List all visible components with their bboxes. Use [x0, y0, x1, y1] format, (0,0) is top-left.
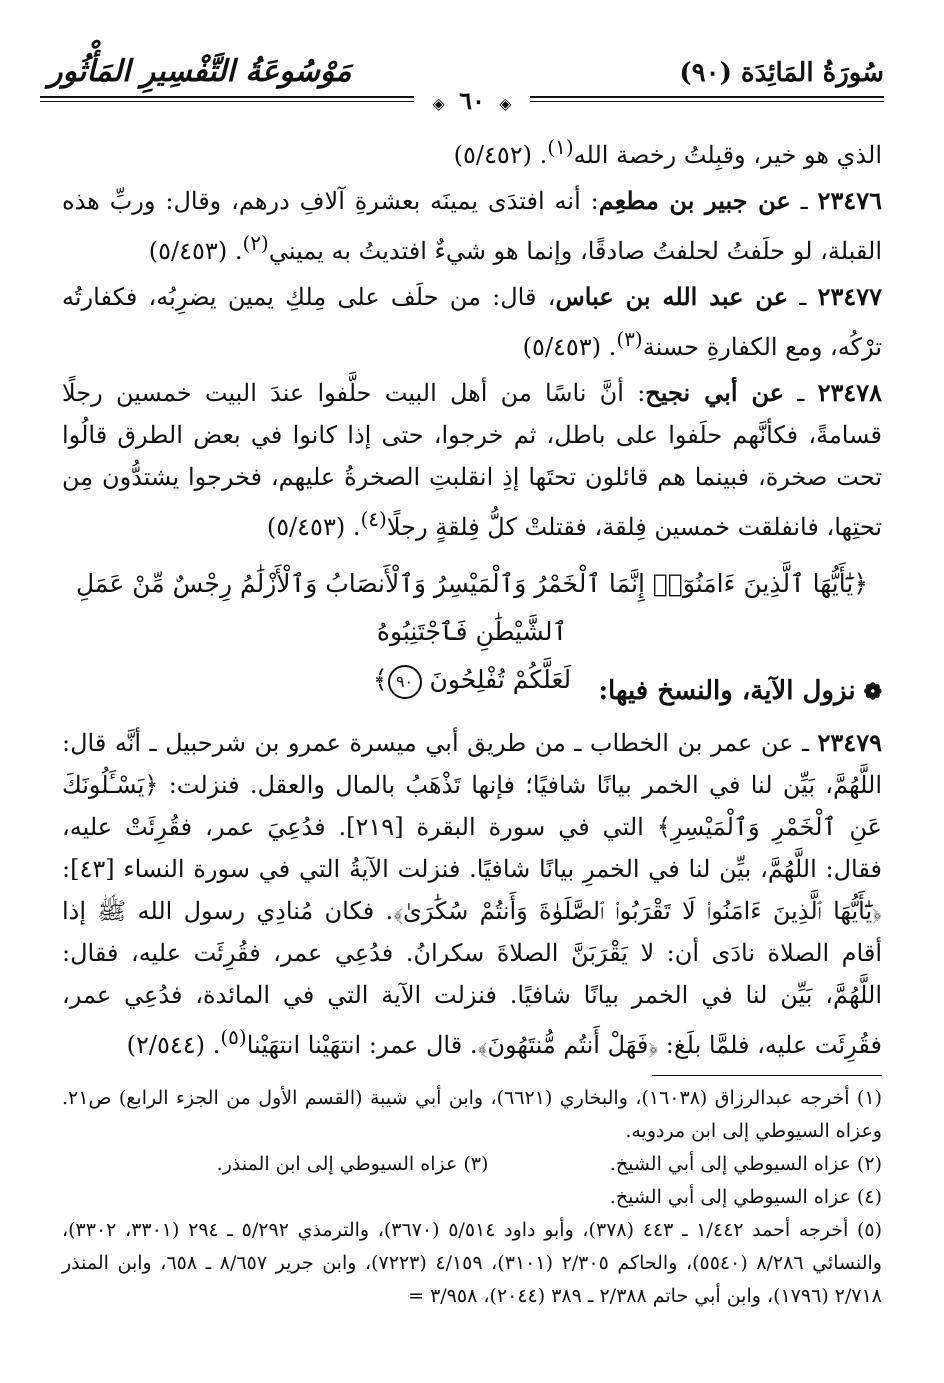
narrations-block	[62, 126, 882, 552]
reference: (٥/٤٥٣)	[266, 513, 346, 541]
entry-text: : أنه افتدَى يمينَه بعشرةِ آلافِ درهم، وقال: وربِّ هذه القبلة، لو حلَفتُ لحلفتُ صادقًا، وإنما هو شيءٌ افتديتُ به يميني	[62, 187, 882, 265]
footnote-3: (٣) عزاه السيوطي إلى ابن المنذر.	[216, 1153, 489, 1175]
narration-entry: ٢٣٤٧٧ ـ عن عبد الله بن عباس، قال: من حلَف على مِلكِ يمين يضرِبُه، فكفارتُه ترْكُه، ومع الكفارةِ حسنة$^{(٣)}$. (٥/٤٥٣)	[62, 282, 882, 361]
footnote-mark: (٥)	[220, 1025, 247, 1049]
narration-entry: ٢٣٤٧٦ ـ عن جبير بن مطعِم: أنه افتدَى يمينَه بعشرةِ آلافِ درهم، وقال: وربِّ هذه القبلة، لو حلَفتُ لحلفتُ صادقًا، وإنما هو شيءٌ افتديتُ به يميني$^{(٢)}$. (٥/٤٥٣)	[62, 186, 882, 265]
entry-number: ٢٣٤٧٩	[817, 728, 882, 757]
entry-number: ٢٣٤٧٦	[817, 186, 882, 215]
section-heading	[62, 676, 882, 706]
footnote-mark: (٣)	[616, 327, 643, 351]
footnote-mark: (١)	[547, 135, 574, 159]
reference: (٥/٤٥٣)	[148, 237, 228, 265]
ornament-icon: ◈	[499, 94, 512, 113]
footnote-mark: (٢)	[242, 231, 269, 255]
main-narration: ٢٣٤٧٩ ـ عن عمر بن الخطاب ـ من طريق أبي ميسرة عمرو بن شرحبيل ـ أنَّه قال: اللَّهُمَّ، بَيِّن لنا في الخمر بيانًا شافيًا؛ فإنها تَذْهَبُ بالمال والعقل. فنزلت: ﴿يَسْـَٔلُونَكَ عَنِ ٱلْخَمْرِ وَٱلْمَيْسِرِ﴾ التي في سورة البقرة [٢١٩]. فدُعِيَ عمر، فقُرِئَتْ عليه، فقال: اللَّهُمَّ، بيِّن لنا في الخمرِ بيانًا شافيًا. فنزلت الآيةُ التي في سورة النساء [٤٣]: ﴿يَٰٓأَيُّهَا ٱلَّذِينَ ءَامَنُوا۟ لَا تَقْرَبُوا۟ ٱلصَّلَوٰةَ وَأَنتُمْ سُكَٰرَىٰ﴾. فكان مُنادِي رسول الله ﷺ إذا أقام الصلاة نادَى أن: لا يَقْرَبَنَّ الصلاةَ سكرانُ. فدُعِي عمر، فقُرِئَت عليه، فقال: اللَّهُمَّ، بَيِّن لنا في الخمر بيانًا شافيًا. فنزلت الآية التي في المائدة، فدُعِي عمر، فقُرِئَت عليه، فلمَّا بلَغ: ﴿فَهَلْ أَنتُم مُّنتَهُونَ﴾. قال عمر: انتهَيْنا انتهَيْنا$^{(٥)}$. (٢/٥٤٤)	[62, 728, 882, 1059]
ornament-icon: ◈	[432, 94, 445, 113]
reference: (٢/٥٤٤)	[126, 1031, 206, 1059]
footnote-mark: (٤)	[360, 507, 387, 531]
verse-line-1: يَٰٓأَيُّهَا ٱلَّذِينَ ءَامَنُوٓا۟ إِنَّمَا ٱلْخَمْرُ وَٱلْمَيْسِرُ وَٱلْأَنصَابُ وَٱلْأَزْلَٰمُ رِجْسٌ مِّنْ عَمَلِ ٱلشَّيْطَٰنِ فَٱجْتَنِبُوهُ	[76, 569, 854, 646]
entry-number: ٢٣٤٧٨	[817, 378, 883, 407]
page-number-value: ٦٠	[459, 86, 485, 115]
narrator-name: عن عبد الله بن عباس	[555, 282, 789, 311]
entry-text: : أنَّ ناسًا من أهل البيت حلَّفوا عندَ البيت خمسين رجلًا قسامةً، فكأنَّهم حلَفوا على باطل، ثم خرجوا، حتى إذا كانوا في بعض الطرق قالُوا تحت صخرة، فبينما هم قائلون تحتَها إذِ انقلبتِ الصخرةُ عليهم، فخرجوا يشتدُّون مِن تحتِها، فانفلقت خمسين فِلقة، فقتلتْ كلُّ فِلقةٍ رجلًا	[62, 379, 882, 541]
entry-number: ٢٣٤٧٧	[817, 282, 882, 311]
book-title: مَوْسُوعَةُ التَّفْسِيرِ المَأْثُور	[48, 54, 352, 89]
verse-close-bracket: ﴾	[372, 665, 388, 694]
flower-ornament-icon: ❁	[863, 679, 882, 705]
entry-text: ، قال: من حلَف على مِلكِ يمين يضرِبُه، فكفارتُه ترْكُه، ومع الكفارةِ حسنة	[62, 283, 882, 361]
footnote-2: (٢) عزاه السيوطي إلى أبي الشيخ.	[609, 1153, 882, 1175]
footnotes	[62, 1082, 882, 1313]
reference: (٥/٤٥٢)	[453, 141, 533, 169]
page-number	[414, 86, 529, 115]
footnote-4: (٤) عزاه السيوطي إلى أبي الشيخ.	[609, 1186, 882, 1208]
ayah-number-marker: ٩٠	[388, 665, 422, 699]
entry-text: ـ عن عمر بن الخطاب ـ من طريق أبي ميسرة عمرو بن شرحبيل ـ أنَّه قال: اللَّهُمَّ، بَيِّن لنا في الخمر بيانًا شافيًا؛ فإنها تَذْهَبُ بالمال والعقل. فنزلت: ﴿يَسْـَٔلُونَكَ عَنِ ٱلْخَمْرِ وَٱلْمَيْسِرِ﴾ التي في سورة البقرة [٢١٩]. فدُعِيَ عمر، فقُرِئَتْ عليه، فقال: اللَّهُمَّ، بيِّن لنا في الخمرِ بيانًا شافيًا. فنزلت الآيةُ التي في سورة النساء [٤٣]: ﴿يَٰٓأَيُّهَا ٱلَّذِينَ ءَامَنُوا۟ لَا تَقْرَبُوا۟ ٱلصَّلَوٰةَ وَأَنتُمْ سُكَٰرَىٰ﴾. فكان مُنادِي رسول الله ﷺ إذا أقام الصلاة نادَى أن: لا يَقْرَبَنَّ الصلاةَ سكرانُ. فدُعِي عمر، فقُرِئَت عليه، فقال: اللَّهُمَّ، بَيِّن لنا في الخمر بيانًا شافيًا. فنزلت الآية التي في المائدة، فدُعِي عمر، فقُرِئَت عليه، فلمَّا بلَغ: ﴿فَهَلْ أَنتُم مُّنتَهُونَ﴾. قال عمر: انتهَيْنا انتهَيْنا	[62, 729, 882, 1059]
verse-line-2: لَعَلَّكُمْ تُفْلِحُونَ	[429, 665, 572, 694]
narrator-name: عن جبير بن مطعِم	[598, 186, 791, 215]
footnote-1: (١) أخرجه عبدالرزاق (١٦٠٣٨)، والبخاري (٦٦٢١)، وابن أبي شيبة (القسم الأول من الجزء الرابع) ص٢١. وعزاه السيوطي إلى ابن مردويه.	[62, 1087, 882, 1142]
surah-title: سُورَةُ المَائِدَة (٩٠)	[679, 58, 884, 88]
narrator-name: عن أبي نجيح	[645, 378, 785, 407]
reference: (٥/٤٥٣)	[522, 333, 602, 361]
section-heading-text: نزول الآية، والنسخ فيها:	[598, 676, 856, 706]
continuation-paragraph: الذي هو خير، وقبِلتُ رخصة الله$^{(١)}$. (٥/٤٥٢)	[453, 135, 882, 169]
verse-open-bracket: ﴿	[853, 569, 868, 598]
footnote-separator	[652, 1075, 882, 1076]
narration-entry: ٢٣٤٧٨ ـ عن أبي نجيح: أنَّ ناسًا من أهل البيت حلَّفوا عندَ البيت خمسين رجلًا قسامةً، فكأنَّهم حلَفوا على باطل، ثم خرجوا، حتى إذا كانوا في بعض الطرق قالُوا تحت صخرة، فبينما هم قائلون تحتَها إذِ انقلبتِ الصخرةُ عليهم، فخرجوا يشتدُّون مِن تحتِها، فانفلقت خمسين فِلقة، فقتلتْ كلُّ فِلقةٍ رجلًا$^{(٤)}$. (٥/٤٥٣)	[62, 378, 883, 541]
footnote-5: (٥) أخرجه أحمد ١/٤٤٢ ـ ٤٤٣ (٣٧٨)، وأبو داود ٥/٥١٤ (٣٦٧٠)، والترمذي ٥/٢٩٢ ـ ٢٩٤ (٣٣٠١، ٣٣٠٢)، والنسائي ٨/٢٨٦ (٥٥٤٠)، والحاكم ٢/٣٠٥ (٣١٠١)، ٤/١٥٩ (٧٢٢٣)، وابن جرير ٨/٦٥٧ ـ ٦٥٨، وابن المنذر ٢/٧١٨ (١٧٩٦)، وابن أبي حاتم ٢/٣٨٨ ـ ٣٨٩ (٢٠٤٤)، ٣/٩٥٨ =	[62, 1219, 883, 1307]
